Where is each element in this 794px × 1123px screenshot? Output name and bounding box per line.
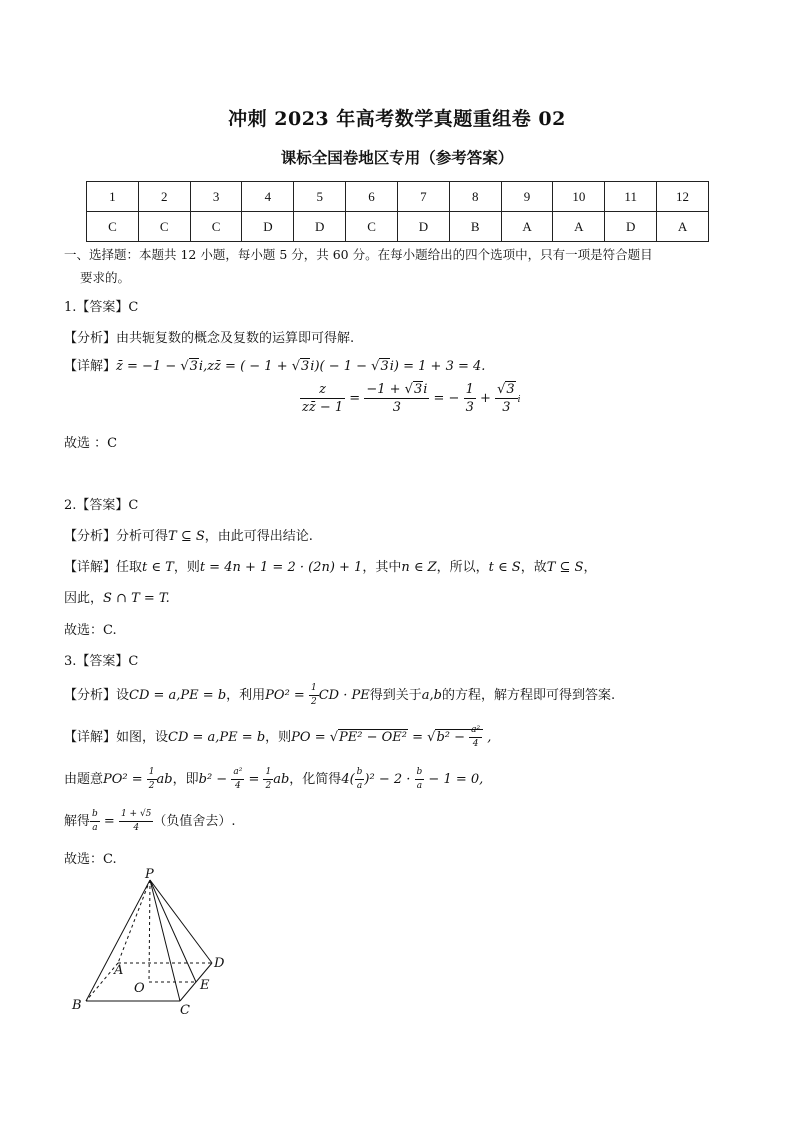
table-cell: 10 [553,182,605,212]
table-cell: A [501,212,553,242]
q3-formula: 4( $\frac{b}{a}$ )² − 2 · $\frac{b}{a}$ − 1 = 0, [341,767,484,791]
table-cell: 9 [501,182,553,212]
q3-line2 [64,768,483,791]
q3-line3 [64,810,236,833]
q3-line2-text: ，化简得 [289,772,342,787]
table-cell: A [553,212,605,242]
table-cell: 7 [397,182,449,212]
table-cell: 6 [346,182,398,212]
q3-formula: a,b [421,688,442,703]
label-C: C [180,1003,190,1018]
table-cell: B [449,212,501,242]
q2-therefore [64,587,170,606]
table-cell: C [190,212,242,242]
q3-formula: CD = a,PE = b [168,730,266,745]
q3-formula: PO = √PE² − OE² = √b² − $\frac{\text{a²}}{4}$ , [291,725,492,749]
table-cell: 11 [605,182,657,212]
q3-formula: PO² = $\frac{1}{2}$ ab [103,767,173,791]
table-cell: D [242,212,294,242]
label-D: D [214,956,225,971]
q3-analysis-text: 【分析】设 [64,688,130,703]
q2-detail-text: ，其中 [362,560,402,575]
table-cell: C [346,212,398,242]
q3-answer: 3.【答案】C [64,654,139,669]
q3-formula: b² − $\frac{\text{a²}}{4}$ = $\frac{1}{2}$ ab [198,767,290,791]
q2-formula: t = 4n + 1 = 2 · (2n) + 1 [199,560,363,575]
q2-formula: t ∈ T [142,560,174,575]
q3-formula: $\frac{b}{a}$ = $\frac{1 + √5}{4}$ [92,809,152,833]
q2-detail-text: 【详解】任取 [64,560,143,575]
table-row-answers [87,212,709,242]
q1-detail-formula: z̄ = −1 − √3i,zz̄ = ( − 1 + √3i)( − 1 − √3i) = 1 + 3 = 4. [116,359,486,374]
label-P: P [145,868,154,882]
q2-detail-text: ，则 [173,560,200,575]
table-row-numbers [87,182,709,212]
label-E: E [200,978,210,993]
q3-analysis-text: 得到关于 [369,688,422,703]
q3-detail-text: 【详解】如图，设 [64,730,169,745]
q3-detail-text: ，则 [265,730,292,745]
table-cell: D [294,212,346,242]
hidden-edge-PA [118,880,150,963]
q1-detail-prefix: 【详解】 [64,359,117,374]
q2-detail [64,556,596,575]
q2-analysis [64,525,313,544]
q3-line3-text: 解得 [64,814,91,829]
q3-formula: CD = a,PE = b [129,688,227,703]
q1-detail [64,355,485,374]
edge-PC [150,880,180,1001]
q2-analysis-suffix: ，由此可得出结论. [204,529,313,544]
q3-choice: 故选：C. [64,852,117,867]
q3-line2-text: 由题意 [64,772,104,787]
q2-formula: S ∩ T = T. [103,591,170,606]
table-cell: D [605,212,657,242]
page-subtitle: 课标全国卷地区专用（参考答案） [280,148,514,167]
label-O: O [134,981,145,996]
table-cell: C [87,212,139,242]
section-intro-line1: 一、选择题：本题共 12 小题，每小题 5 分，共 60 分。在每小题给出的四个选项中，只有一项是符合题目 [64,247,653,262]
q2-answer: 2.【答案】C [64,498,139,513]
table-cell: 2 [138,182,190,212]
answer-table [86,181,709,242]
hidden-edge-PO [149,880,150,982]
q2-choice: 故选：C. [64,623,117,638]
q1-fraction-formula: $\frac{z}{zz̄ - 1}$ = $\frac{-1 + √3i}{3}$ = − $\frac{1}{3}$ + $\frac{√3}{3}$ i [302,382,521,415]
q2-formula: n ∈ Z [401,560,437,575]
q2-detail-text: ，故 [520,560,547,575]
q3-line3-text: （负值舍去）. [153,814,236,829]
table-cell: 3 [190,182,242,212]
q2-analysis-formula: T ⊆ S [168,529,205,544]
q2-therefore-text: 因此， [64,591,104,606]
edge-PD [150,880,212,963]
q2-formula: T ⊆ S [546,560,584,575]
q3-formula: PO² = $\frac{1}{2}$ CD · PE [265,683,370,707]
edge-PE [150,880,196,982]
table-cell: D [397,212,449,242]
table-cell: 4 [242,182,294,212]
table-cell: 8 [449,182,501,212]
q3-analysis [64,684,615,707]
q2-detail-text: ， [583,560,597,575]
label-A: A [114,963,124,978]
q3-analysis-text: ，利用 [226,688,266,703]
section-intro-line2: 要求的。 [80,270,131,285]
table-cell: 1 [87,182,139,212]
page-title: 冲刺 2023 年高考数学真题重组卷 02 [228,108,566,130]
q1-answer: 1.【答案】C [64,300,139,315]
table-cell: C [138,212,190,242]
q2-detail-text: ，所以， [436,560,489,575]
table-cell: 5 [294,182,346,212]
q3-analysis-text: 的方程，解方程即可得到答案. [441,688,616,703]
label-B: B [72,998,82,1013]
q2-analysis-prefix: 【分析】分析可得 [64,529,169,544]
q3-detail [64,726,491,749]
pyramid-figure [70,868,240,1018]
q3-line2-text: ，即 [172,772,199,787]
table-cell: A [657,212,709,242]
q1-choice: 故选 ：C [64,436,118,451]
q2-formula: t ∈ S [488,560,521,575]
q1-analysis: 【分析】由共轭复数的概念及复数的运算即可得解. [64,331,355,346]
table-cell: 12 [657,182,709,212]
